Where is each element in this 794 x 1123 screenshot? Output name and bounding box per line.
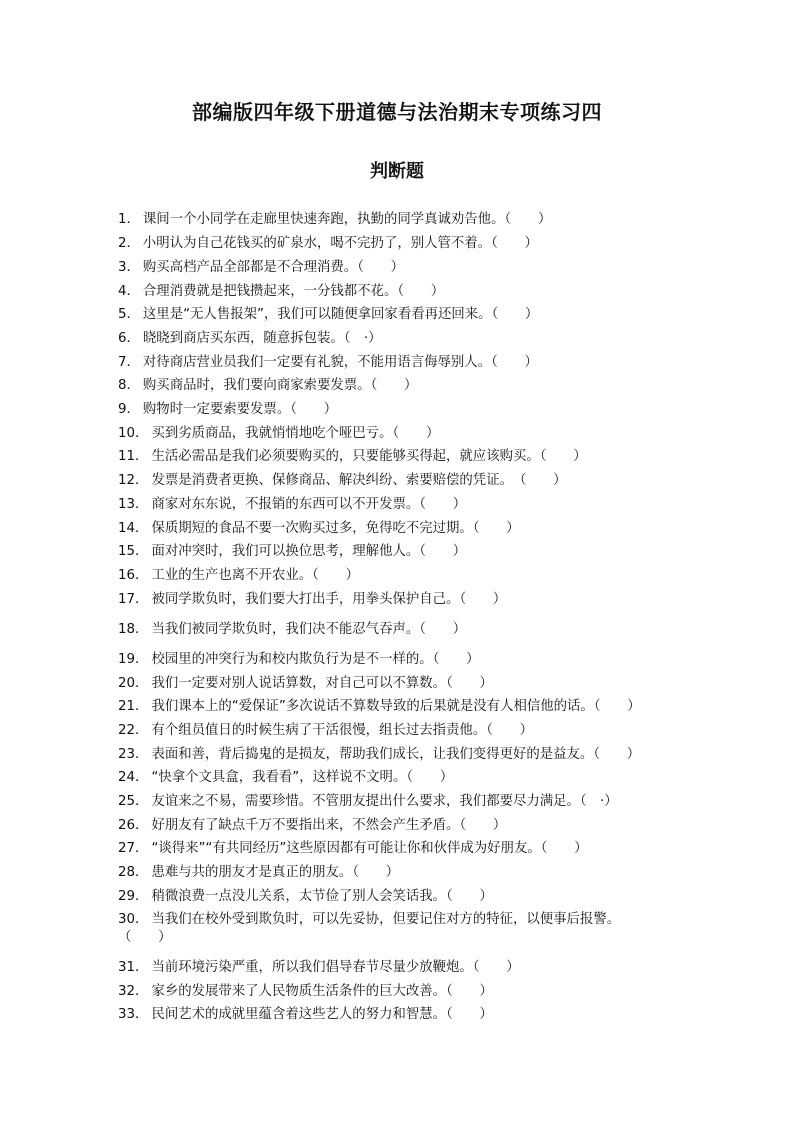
- question-item: [118, 722, 678, 740]
- question-text: 购物时一定要索要发票。（ ）: [142, 402, 338, 417]
- question-text: 工业的生产也离不开农业。（ ）: [151, 568, 359, 583]
- question-number: 23．: [118, 747, 149, 762]
- question-text: 保质期短的食品不要一次购买过多，免得吃不完过期。（ ）: [151, 521, 520, 536]
- question-number: 19．: [118, 652, 149, 667]
- question-number: 22．: [118, 723, 149, 738]
- question-number: 21．: [118, 699, 149, 714]
- question-item: [118, 621, 678, 639]
- question-item: [118, 959, 678, 977]
- question-text: 购买商品时，我们要向商家索要发票。（ ）: [142, 378, 418, 393]
- question-item: [118, 354, 678, 372]
- question-number: 24．: [118, 770, 149, 785]
- question-number: 16．: [118, 568, 149, 583]
- question-item: [118, 817, 678, 835]
- question-item: [118, 259, 678, 277]
- question-number: 13．: [118, 497, 149, 512]
- question-item: [118, 496, 678, 514]
- question-number: 8．: [118, 378, 140, 393]
- question-item: [118, 567, 678, 585]
- question-text: 买到劣质商品，我就悄悄地吃个哑巴亏。（ ）: [151, 426, 440, 441]
- question-item: [118, 472, 678, 490]
- question-text: 校园里的冲突行为和校内欺负行为是不一样的。（ ）: [151, 652, 480, 667]
- question-item: [118, 306, 678, 324]
- question-text: 发票是消费者更换、保修商品、解决纠纷、索要赔偿的凭证。 （ ）: [151, 473, 567, 488]
- question-text: 被同学欺负时，我们要大打出手，用拳头保护自己。（ ）: [151, 592, 507, 607]
- question-number: 4．: [118, 284, 140, 299]
- question-number: 18．: [118, 622, 149, 637]
- question-text: 表面和善，背后捣鬼的是损友，帮助我们成长，让我们变得更好的是益友。（ ）: [151, 747, 641, 762]
- question-number: 25．: [118, 794, 149, 809]
- question-number: 28．: [118, 865, 149, 880]
- question-text: 面对冲突时，我们可以换位思考，理解他人。（ ）: [151, 544, 467, 559]
- question-number: 32．: [118, 984, 149, 999]
- question-item: [118, 983, 678, 1001]
- question-item: [118, 377, 678, 395]
- question-item: [118, 401, 678, 419]
- question-text: 稍微浪费一点没儿关系，太节俭了别人会笑话我。（ ）: [151, 889, 493, 904]
- question-text: 购买高档产品全部都是不合理消费。（ ）: [142, 260, 405, 275]
- question-number: 15．: [118, 544, 149, 559]
- question-item: [118, 591, 678, 609]
- question-text: 友谊来之不易，需要珍惜。不管朋友提出什么要求，我们都要尽力满足。（ ·）: [151, 794, 618, 809]
- question-number: 17．: [118, 592, 149, 607]
- question-text: 我们一定要对别人说话算数，对自己可以不算数。（ ）: [151, 676, 493, 691]
- question-item: [118, 911, 658, 947]
- question-number: 27．: [118, 841, 149, 856]
- question-number: 10．: [118, 426, 149, 441]
- question-item: [118, 793, 678, 811]
- question-number: 29．: [118, 889, 149, 904]
- question-item: [118, 864, 678, 882]
- question-text: 课间一个小同学在走廊里快速奔跑，执勤的同学真诚劝告他。（ ）: [142, 212, 552, 227]
- question-item: [118, 235, 678, 253]
- question-number: 31．: [118, 960, 149, 975]
- question-item: [118, 448, 678, 466]
- question-item: [118, 425, 678, 443]
- question-text: 小明认为自己花钱买的矿泉水，喝不完扔了，别人管不着。（ ）: [142, 236, 538, 251]
- question-number: 9．: [118, 402, 140, 417]
- question-item: [118, 211, 678, 229]
- document-title: 部编版四年级下册道德与法治期末专项练习四: [192, 100, 602, 124]
- question-text: 患难与共的朋友才是真正的朋友。（ ）: [151, 865, 400, 880]
- question-text: 好朋友有了缺点千万不要指出来，不然会产生矛盾。（ ）: [151, 818, 507, 833]
- question-item: [118, 283, 678, 301]
- question-number: 1．: [118, 212, 140, 227]
- question-number: 12．: [118, 473, 149, 488]
- question-text: 晓晓到商店买东西，随意拆包装。（ ·）: [142, 331, 382, 346]
- question-text: “谈得来”“有共同经历”这些原因都有可能让你和伙伴成为好朋友。（ ）: [151, 841, 588, 856]
- question-number: 14．: [118, 521, 149, 536]
- question-number: 11．: [118, 449, 149, 464]
- question-number: 5．: [118, 307, 140, 322]
- question-number: 7．: [118, 355, 140, 370]
- question-item: [118, 675, 678, 693]
- question-item: [118, 330, 678, 348]
- question-item: [118, 1006, 678, 1024]
- question-number: 6．: [118, 331, 140, 346]
- question-text: 生活必需品是我们必须要购买的，只要能够买得起，就应该购买。（ ）: [151, 449, 587, 464]
- question-number: 33．: [118, 1007, 149, 1022]
- question-number: 2．: [118, 236, 140, 251]
- section-title: 判断题: [370, 161, 424, 182]
- question-item: [118, 888, 678, 906]
- question-text: 有个组员值日的时候生病了干活很慢，组长过去指责他。（ ）: [151, 723, 534, 738]
- question-text: 家乡的发展带来了人民物质生活条件的巨大改善。（ ）: [151, 984, 493, 999]
- question-text: 合理消费就是把钱攒起来，一分钱都不花。（ ）: [142, 284, 445, 299]
- question-text: “快拿个文具盒，我看看”，这样说不文明。（ ）: [151, 770, 454, 785]
- question-text: 这里是“无人售报架”，我们可以随便拿回家看看再还回来。（ ）: [142, 307, 539, 322]
- question-text: 当我们在校外受到欺负时，可以先妥协，但要记住对方的特征，以便事后报警。（ ）: [118, 912, 621, 945]
- question-item: [118, 840, 678, 858]
- question-text: 当前环境污染严重，所以我们倡导春节尽量少放鞭炮。（ ）: [151, 960, 520, 975]
- question-text: 对待商店营业员我们一定要有礼貌，不能用语言侮辱别人。（ ）: [142, 355, 538, 370]
- question-text: 民间艺术的成就里蕴含着这些艺人的努力和智慧。（ ）: [151, 1007, 493, 1022]
- question-text: 我们课本上的“爱保证”多次说话不算数导致的后果就是没有人相信他的话。（ ）: [151, 699, 641, 714]
- question-number: 26．: [118, 818, 149, 833]
- question-item: [118, 698, 678, 716]
- question-item: [118, 543, 678, 561]
- question-item: [118, 746, 678, 764]
- question-number: 30．: [118, 912, 149, 927]
- question-number: 20．: [118, 676, 149, 691]
- question-number: 3．: [118, 260, 140, 275]
- question-item: [118, 520, 678, 538]
- question-text: 当我们被同学欺负时，我们决不能忍气吞声。（ ）: [151, 622, 467, 637]
- question-text: 商家对东东说，不报销的东西可以不开发票。（ ）: [151, 497, 467, 512]
- question-item: [118, 769, 678, 787]
- question-item: [118, 651, 678, 669]
